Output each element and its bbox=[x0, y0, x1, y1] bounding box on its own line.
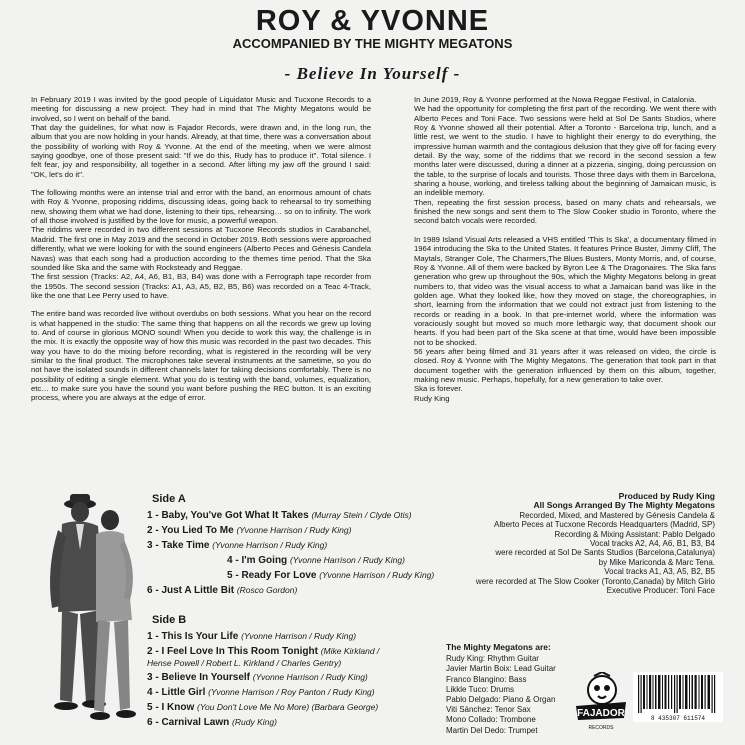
track-item: 5 - Ready For Love (Yvonne Harrison / Rudy King) bbox=[227, 570, 435, 581]
production-credits bbox=[415, 492, 715, 595]
side-b-heading: Side B bbox=[152, 614, 187, 626]
band-member: Viti Sánchez: Tenor Sax bbox=[446, 705, 531, 715]
track-item: 4 - I'm Going (Yvonne Harrison / Rudy King) bbox=[227, 555, 405, 566]
liner-paragraph: In February 2019 I was invited by the good people of Liquidator Music and Tucxone Records to a meeting for discussing a new project. They had in mind that The Mighty Megatons would be involved, so I went on behalf of the band. That day the guidelines, for what now is Fajador Records, were drawn and, in the long run, the album that you are now holding in your hands. Already, at that time, there was a conversation about the possibility of working with Roy & Yvonne. At the end of the meeting, when we were almost saying goodbye, one of those present said: "If we do this, Rudy has to produce it". Total silence. I felt fear, joy and responsibility, all together in a second. After lifting my jaw off the ground I said: "OK, let's do it". bbox=[31, 95, 371, 179]
band-member: Javier Martin Boix: Lead Guitar bbox=[446, 664, 556, 674]
tracklist bbox=[147, 493, 447, 732]
track-credit-continued: Hense Powell / Robert L. Kirkland / Charles Gentry) bbox=[147, 658, 342, 668]
barcode bbox=[633, 672, 723, 722]
svg-text:FAJADOR: FAJADOR bbox=[577, 708, 625, 719]
liner-notes-left bbox=[31, 95, 371, 412]
band-member: Likkle Tuco: Drums bbox=[446, 684, 515, 694]
artist-photo bbox=[40, 490, 140, 730]
track-item: 2 - You Lied To Me (Yvonne Harrison / Rudy King) bbox=[147, 525, 352, 536]
album-title: - Believe In Yourself - bbox=[284, 64, 461, 83]
credit-line: Recording & Mixing Assistant: Pablo Delgado bbox=[554, 529, 715, 539]
band-members bbox=[446, 642, 556, 736]
album-artist: ROY & YVONNE bbox=[255, 5, 490, 37]
track-item: 1 - This Is Your Life (Yvonne Harrison / Rudy King) bbox=[147, 631, 357, 642]
track-item: 6 - Just A Little Bit (Rosco Gordon) bbox=[147, 585, 298, 596]
credit-line: Recorded, Mixed, and Mastered by Génesis Candela & bbox=[519, 510, 715, 520]
liner-paragraph: In June 2019, Roy & Yvonne performed at the Nowa Reggae Festival, in Catalonia. We had the opportunity for completing the first part of the recording. We went there with Alberto Peces and Toni Face. Two sessions were held at Sol De Sants Studios, where Roy & Yvonne showed all their potential. After a Toronto - Barcelona trip, lunch, and a little rest, we went to the studio. I have to highlight their energy to do everything, the impressive human warmth and the contagious delusion that they give off for facing every detail. By the way, some of the riddims that we record in the second session a few months later were discussed, during a dinner at a pizzeria, singing, doing percussion on the table, to the surprise of locals and tourists. Those three days with them in Barcelona, sharing a house, working, and tireless talking about the beginning of Jamaican music, is an indelible memory. Then, repeating the first session process, based on many chats and rehearsals, we finished the new songs and sent them to The Slow Cooker studio in Toronto, where the second batch vocals were recorded. bbox=[414, 95, 716, 226]
side-a-heading: Side A bbox=[152, 493, 186, 505]
credit-line: were recorded at Sol De Sants Studios (Barcelona,Catalunya) bbox=[495, 548, 715, 558]
svg-text:RECORDS: RECORDS bbox=[588, 725, 614, 731]
track-item: 4 - Little Girl (Yvonne Harrison / Roy Panton / Rudy King) bbox=[147, 687, 375, 698]
liner-paragraph: The entire band was recorded live without overdubs on both sessions. What you hear on the record is what happened in the studio: The same thing that happens on all the records we grew up loving to. And of course in glorious MONO sound! When you decide to work this way, the challenge is in the mix. It is exactly the opposite way of how this music was recorded in the past two decades. This way you have to do the mixing before recording, what is registered in the recording will be very similar to the final product. The microphones take several instruments at the sametime, so you do not have the isolated sounds in different channels later for taking decisions comfortably. There is no possibility of editing a single element. What you do is testing with the band, volumes, equalization, etc… to make sure you have the sound you want before pushing the REC button. It is an exciting process, where you are always at the edge of error. bbox=[31, 309, 371, 403]
credit-line: Executive Producer: Toni Face bbox=[606, 586, 715, 596]
track-item: 1 - Baby, You've Got What It Takes (Murray Stein / Clyde Otis) bbox=[147, 510, 412, 521]
liner-notes-right bbox=[414, 95, 716, 412]
track-item: 2 - I Feel Love In This Room Tonight (Mike Kirkland / bbox=[147, 646, 380, 657]
header bbox=[0, 6, 745, 84]
credit-line: Alberto Peces at Tucxone Records Headquarters (Madrid, SP) bbox=[494, 520, 715, 530]
credit-line: Vocal tracks A1, A3, A5, B2, B5 bbox=[604, 567, 715, 577]
svg-text:8 435307 611574: 8 435307 611574 bbox=[650, 715, 706, 722]
band-member: Franco Blangino: Bass bbox=[446, 674, 527, 684]
credit-line: were recorded at The Slow Cooker (Toronto,Canada) by Mitch Girio bbox=[475, 576, 715, 586]
credit-line: by Mike Mariconda & Marc Tena. bbox=[598, 557, 715, 567]
band-heading: The Mighty Megatons are: bbox=[446, 642, 551, 652]
track-item: 3 - Take Time (Yvonne Harrison / Rudy King) bbox=[147, 540, 328, 551]
track-item: 3 - Believe In Yourself (Yvonne Harrison / Rudy King) bbox=[147, 672, 368, 683]
album-subtitle: ACCOMPANIED BY THE MIGHTY MEGATONS bbox=[232, 36, 513, 51]
arranger-credit: All Songs Arranged By The Mighty Megatons bbox=[533, 500, 715, 511]
track-item: 5 - I Know (You Don't Love Me No More) (Barbara George) bbox=[147, 702, 379, 713]
track-item: 6 - Carnival Lawn (Rudy King) bbox=[147, 717, 277, 728]
liner-paragraph: The following months were an intense trial and error with the band, an enormous amount of chats with Roy & Yvonne, proposing riddims, discussing ideas, going back to rehearsal to try something new, showing them what we had done, listening to their tips, rehearsing… so on to infinity. The work of all those involved is justified by the love for music, a powerful weapon. The riddims were recorded in two different sessions at Tucxone Records studios in Carabanchel, Madrid. The first one in May 2019 and the second in October 2019. Both sessions were approached differently, what we were looking for with the sound engineers (Alberto Peces and Génesis Candela Navas) was that each song had a production according to the themes time period. That the Ska sounded like Ska and the same with Rocksteady and Reggae. The first session (Tracks: A2, A4, A6, B1, B3, B4) was done with a Ferrograph tape recorder from the 1950s. The second session (Tracks: A1, A3, A5, B2, B5, B6) was recorded on a Teac 4-Track, like the one that Lee Perry used to have. bbox=[31, 188, 371, 300]
band-member: Mono Collado: Trombone bbox=[446, 715, 536, 725]
band-member: Martin Del Dedo: Trumpet bbox=[446, 725, 538, 735]
liner-paragraph: In 1989 Island Visual Arts released a VHS entitled 'This Is Ska', a documentary filmed in 1964 introducing the Ska to the United States. It features Prince Buster, Jimmy Cliff, The Maytals, Stranger Cole, The Charmers,The Blues Busters, Monty Morris, and, of course, Roy & Yvonne. All of them were backed by Byron Lee & The Dragonaires. The Ska fans generation who grew up throughout the 90s, which the Mighty Megatons belong in great numbers to, that video was the visual access to what a Jamaican band was like in the golden age. What they looked like, how they moved on stage, the choreographies, in short, learning from the information that we could not extract just from listening to the records or reading in a book. In that pre-internet world, where the information was voraciously sought but moved so much more lethargic way, that document shook our hearts. If you had been part of the Ska scene at that time, would have been impossible not to be shocked. 56 years after being filmed and 31 years after it was released on video, the circle is closed. Roy & Yvonne with The Mighty Megatons. The generation that took part in that document together with the generation influenced by them on this album, together, making new music. Perhaps, hopefully, for a new generation to take over. Ska is forever. Rudy King bbox=[414, 234, 716, 403]
band-member: Rudy King: Rhythm Guitar bbox=[446, 654, 539, 664]
fajador-logo bbox=[572, 672, 630, 734]
producer-credit: Produced by Rudy King bbox=[618, 491, 715, 501]
credit-line: Vocal tracks A2, A4, A6, B1, B3, B4 bbox=[590, 539, 715, 549]
band-member: Pablo Delgado: Piano & Organ bbox=[446, 695, 556, 705]
